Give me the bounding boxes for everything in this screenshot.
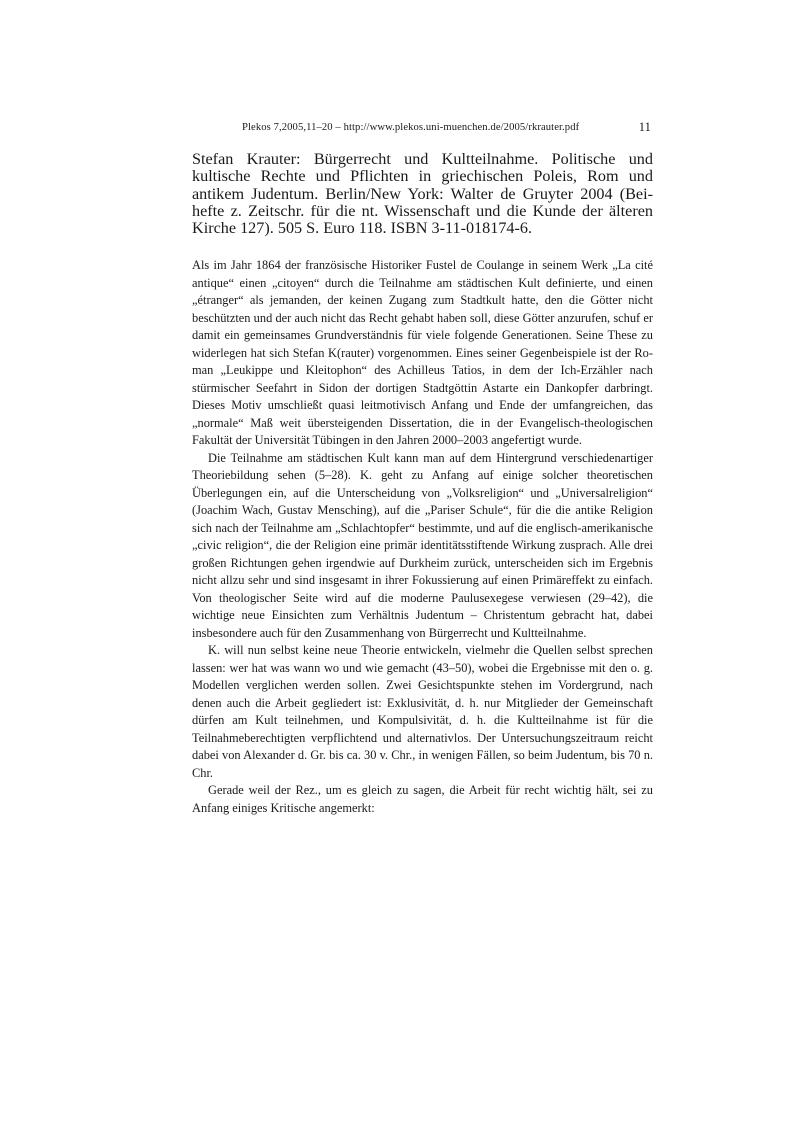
- review-title: Stefan Krauter: Bürgerrecht und Kultteilnahme. Politische und kultische Rechte und Pflichten in griechischen Poleis, Rom und antikem Judentum. Berlin/New York: Walter de Gruyter 2004 (Beihefte z. Zeitschr. für die nt. Wissenschaft und die Kunde der älteren Kirche 127). 505 S. Euro 118. ISBN 3-11-018174-6.: [192, 150, 653, 238]
- review-body: [192, 257, 653, 817]
- journal-citation: Plekos 7,2005,11–20 – http://www.plekos.uni-muenchen.de/2005/rkrauter.pdf: [242, 122, 580, 133]
- running-head: [192, 120, 653, 136]
- page-number: 11: [638, 120, 651, 134]
- paragraph: K. will nun selbst keine neue Theorie entwickeln, vielmehr die Quellen selbst sprechen lassen: wer hat was wann wo und wie gemacht (43–50), wobei die Ergebnisse mit den o. g. Modellen verglichen werden sollen. Zwei Gesichtspunkte stehen im Vordergrund, nach denen auch die Arbeit gegliedert ist: Exklusivität, d. h. nur Mitglieder der Gemeinschaft dürfen am Kult teilnehmen, und Kompulsivität, d. h. die Kultteilnahme ist für die Teilnahmeberechtigten verpflichtend und alternativlos. Der Untersuchungszeitraum reicht dabei von Alexander d. Gr. bis ca. 30 v. Chr., in wenigen Fällen, so beim Judentum, bis 70 n. Chr.: [192, 643, 653, 780]
- paragraph: Gerade weil der Rez., um es gleich zu sagen, die Arbeit für recht wichtig hält, sei zu Anfang einiges Kritische angemerkt:: [192, 783, 653, 815]
- paragraph: Als im Jahr 1864 der französische Historiker Fustel de Coulange in seinem Werk „La cité antique“ einen „citoyen“ durch die Teilnahme am städtischen Kult definierte, und einen „étranger“ als jemanden, der keinen Zugang zum Stadtkult hatte, den die Götter nicht beschützten und der auch nicht das Recht gehabt haben soll, diese Götter anzurufen, schuf er damit ein gemeinsames Grundverständnis für viele folgende Generationen. Seine These zu widerlegen hat sich Stefan K(rauter) vorgenommen. Eines seiner Gegenbeispiele ist der Roman „Leukippe und Kleitophon“ des Achilleus Tatios, in dem der Ich-Erzähler nach stürmischer Seefahrt in Sidon der dortigen Stadtgöttin Astarte ein Dankopfer darbringt. Dieses Motiv umschließt quasi leitmotivisch Anfang und Ende der umfangreichen, das „normale“ Maß weit übersteigenden Dissertation, die in der Evangelisch-theologischen Fakultät der Universität Tübingen in den Jahren 2000–2003 angefertigt wurde.: [192, 258, 653, 447]
- paragraph: Die Teilnahme am städtischen Kult kann man auf dem Hintergrund verschiedenartiger Theoriebildung sehen (5–28). K. geht zu Anfang auf einige solcher theoretischen Überlegungen ein, auf die Unterscheidung von „Volksreligion“ und „Universalreligion“ (Joachim Wach, Gustav Mensching), auf die „Pariser Schule“, für die die antike Religion sich nach der Teilnahme am „Schlachtopfer“ bestimmte, und auf die englisch-amerikanische „civic religion“, die der Religion eine primär identitätsstiftende Wirkung zusprach. Alle drei großen Richtungen gehen irgendwie auf Durkheim zurück, unterscheiden sich im Ergebnis nicht allzu sehr und sind insgesamt in ihrer Fokussierung auf einen Primäreffekt zu einfach. Von theologischer Seite wird auf die moderne Paulusexegese verwiesen (29–42), die wichtige neue Einsichten zum Verhältnis Judentum – Christentum gebracht hat, dabei insbesondere auch für den Zusammenhang von Bürgerrecht und Kultteilnahme.: [192, 450, 653, 640]
